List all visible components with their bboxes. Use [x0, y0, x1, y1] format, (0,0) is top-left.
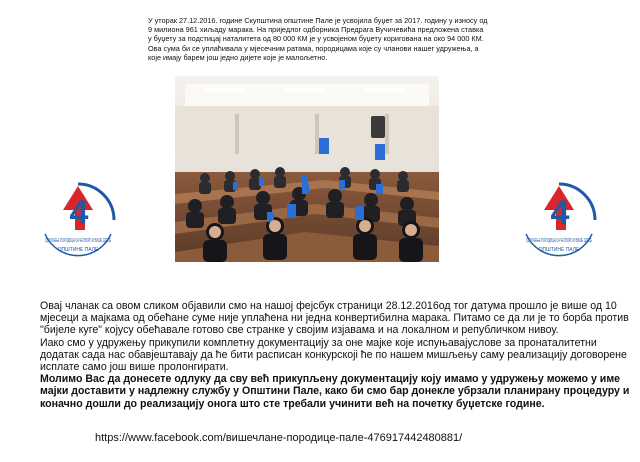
- logo-number: 4: [69, 194, 89, 232]
- top-note-paragraph-1: У уторак 27.12.2016. године Скупштина општине Пале је усвојила буџет за 2017. годину у износу од 9 милиона 961 хиљаду марака. На приједлог одборника Предрага Вучичевића предложена ставка у буџету за подстицај наталитета од 80 000 КМ је у усвојеном буџету коригована на око 94 000 КМ.: [148, 16, 488, 44]
- main-text: [40, 300, 630, 410]
- logo-ring-text: УДРУЖЕЊЕ ПОРОДИЦА СА ЧЕТВОРО И ВИШЕ ДЈЕЦЕ: [45, 238, 112, 244]
- top-note: [148, 16, 488, 62]
- main-paragraph-2: Иако смо у удружењу прикупили комплетну документацију за оне мајке које испуњавајуслове за пронаталитетни додатак сада нас обавјештавају да ће бити расписан конкурскојі ће по нашем мишљењу саму реализацију договорене исплате само још више пролонгирати.: [40, 336, 627, 374]
- assembly-photo: [175, 76, 439, 262]
- logo-sub-text: ОПШТИНЕ ПАЛЕ: [538, 247, 580, 253]
- main-paragraph-request: Молимо Вас да донесете одлуку да сву већ прикупљену документацију коју имамо у удружењу можемо у име мајки доставити у надлежну службу у Општини Пале, како би смо бар донекле убрзали планирану процедуру и коначно дошли до реализацију онога што сте требали учинити већ на почетку буџетске године.: [40, 373, 630, 410]
- association-logo-left: [33, 176, 123, 266]
- main-paragraph-1: Овај чланак са овом сликом објавили смо на нашој фејсбук страници 28.12.2016од тог датума прошло је више од 10 мјесеци а мајкама од обећане суме није уплаћена ни једна конвертибилна марака. Питамо се да ли је то борба против "бијеле куге" којусу обећавале готово све странке у својим изјавама и на локалном и републичком нивоу.: [40, 300, 629, 337]
- logo-ring-text: УДРУЖЕЊЕ ПОРОДИЦА СА ЧЕТВОРО И ВИШЕ ДЈЕЦЕ: [526, 238, 593, 244]
- top-note-paragraph-2: Ова сума би се уплаћивала у мјесечним ратама, породицама које су чланови нашег удружења, а које имају барем још једно дијете које је малољетно.: [148, 43, 479, 62]
- assembly-hall-illustration: [175, 76, 439, 262]
- logo-number: 4: [550, 194, 570, 232]
- association-logo-right: [514, 176, 604, 266]
- logo-sub-text: ОПШТИНЕ ПАЛЕ: [57, 247, 99, 253]
- facebook-url[interactable]: https://www.facebook.com/вишечлане-породице-пале-476917442480881/: [95, 432, 463, 444]
